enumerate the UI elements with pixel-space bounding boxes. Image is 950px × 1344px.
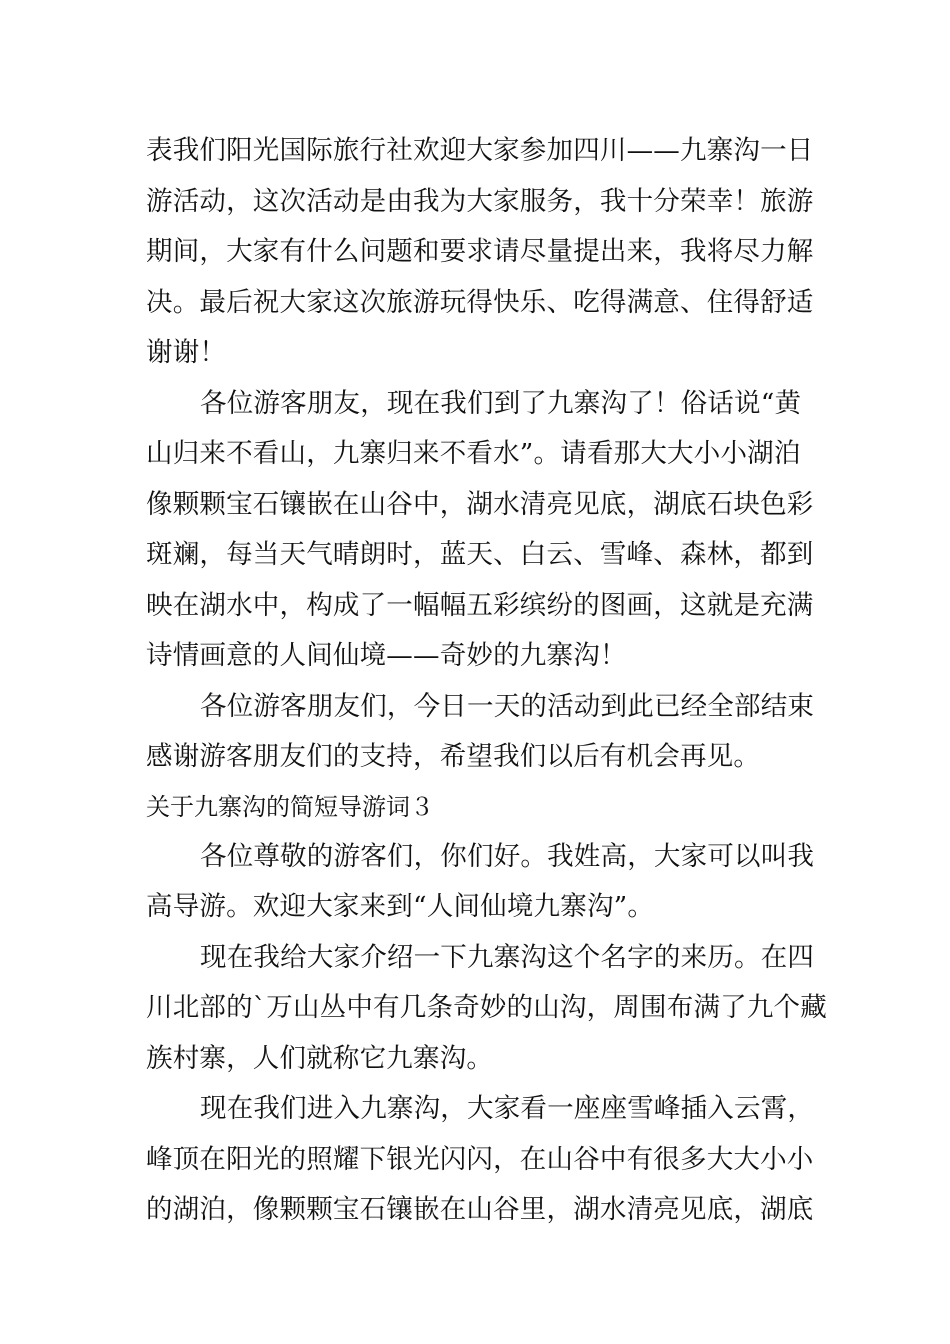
text-line: 表我们阳光国际旅行社欢迎大家参加四川——九寨沟一日: [146, 135, 814, 166]
paragraph-scenery: [146, 1084, 816, 1236]
paragraph-welcome: [146, 126, 816, 379]
text-line: 各位尊敬的游客们，你们好。我姓高，大家可以叫我: [200, 840, 815, 872]
text-line: 感谢游客朋友们的支持，希望我们以后有机会再见。: [146, 741, 761, 772]
paragraph-farewell: [146, 682, 816, 783]
text-line: 高导游。欢迎大家来到“人间仙境九寨沟”。: [146, 891, 655, 922]
document-page: [146, 126, 827, 1236]
text-line: 诗情画意的人间仙境——奇妙的九寨沟！: [146, 640, 627, 671]
paragraph-arrival: [146, 379, 816, 682]
text-line: 决。最后祝大家这次旅游玩得快乐、吃得满意、住得舒适: [146, 286, 814, 318]
text-line: 游活动，这次活动是由我为大家服务，我十分荣幸！旅游: [146, 185, 814, 217]
text-line: 各位游客朋友，现在我们到了九寨沟了！俗话说“黄: [200, 387, 802, 419]
text-line: 川北部的`万山丛中有几条奇妙的山沟，周围布满了九个藏: [146, 992, 827, 1023]
text-line: 现在我给大家介绍一下九寨沟这个名字的来历。在四: [200, 941, 815, 973]
text-line: 现在我们进入九寨沟，大家看一座座雪峰插入云霄，: [200, 1093, 815, 1124]
text-line: 峰顶在阳光的照耀下银光闪闪，在山谷中有很多大大小小: [146, 1143, 814, 1175]
text-line: 谢谢！: [146, 337, 227, 368]
text-line: 映在湖水中，构成了一幅幅五彩缤纷的图画，这就是充满: [146, 589, 814, 621]
text-line: 的湖泊，像颗颗宝石镶嵌在山谷里，湖水清亮见底，湖底: [146, 1194, 814, 1225]
text-line: 斑斓，每当天气晴朗时，蓝天、白云、雪峰、森林，都到: [146, 539, 814, 570]
text-line: 各位游客朋友们，今日一天的活动到此已经全部结束: [200, 690, 815, 722]
text-line: 像颗颗宝石镶嵌在山谷中，湖水清亮见底，湖底石块色彩: [146, 488, 814, 520]
text-line: 山归来不看山，九寨归来不看水”。请看那大大小小湖泊: [146, 438, 801, 469]
paragraph-greeting: [146, 832, 816, 933]
section-title: 关于九寨沟的简短导游词３: [146, 792, 434, 821]
text-line: 族村寨，人们就称它九寨沟。: [146, 1042, 494, 1074]
paragraph-name-origin: [146, 933, 827, 1085]
text-line: 期间，大家有什么问题和要求请尽量提出来，我将尽力解: [146, 236, 814, 267]
